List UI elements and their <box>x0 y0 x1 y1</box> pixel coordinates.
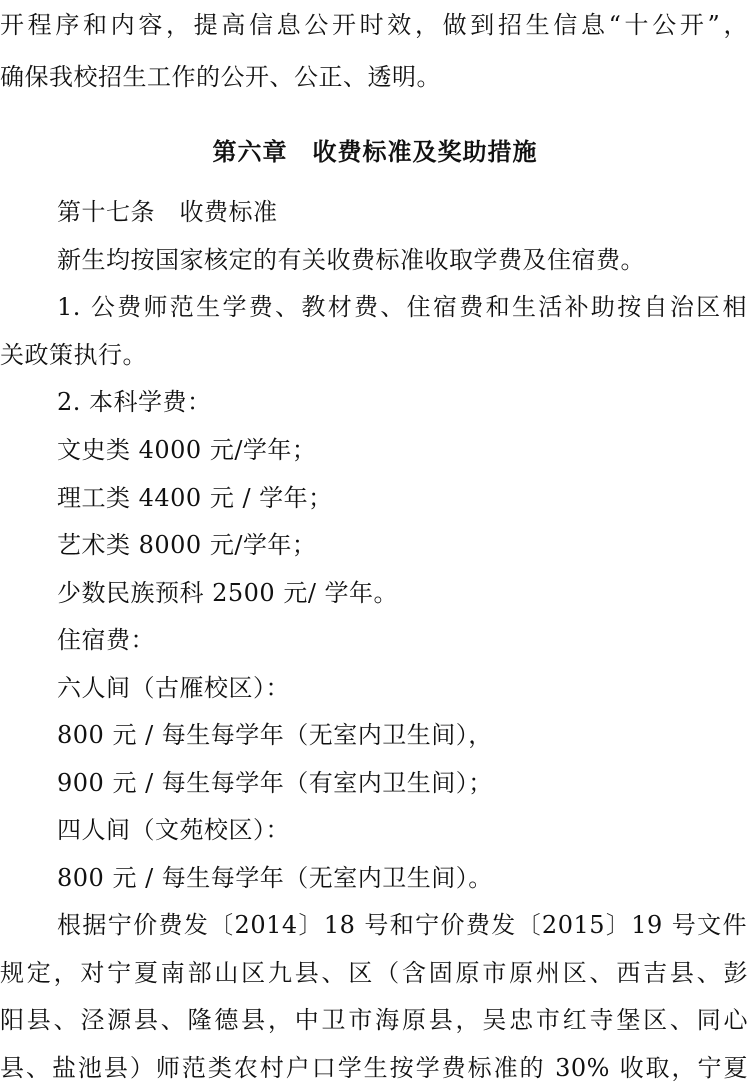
article-heading: 第十七条 收费标准 <box>57 198 278 226</box>
fee-line: 少数民族预科 2500 元/ 学年。 <box>57 579 399 607</box>
paragraph-line: 新生均按国家核定的有关收费标准收取学费及住宿费。 <box>57 246 645 274</box>
paragraph-line: 2. 本科学费： <box>57 388 212 416</box>
paragraph-line: 开程序和内容，提高信息公开时效，做到招生信息“十公开”， <box>0 11 748 39</box>
fee-line: 800 元 / 每生每学年（无室内卫生间）， <box>57 721 493 749</box>
paragraph-line: 关政策执行。 <box>0 341 147 369</box>
paragraph-line: 1. 公费师范生学费、教材费、住宿费和生活补助按自治区相 <box>57 293 747 321</box>
paragraph-line: 住宿费： <box>57 626 155 654</box>
fee-line: 理工类 4400 元 / 学年； <box>57 484 333 512</box>
paragraph-line: 确保我校招生工作的公开、公正、透明。 <box>0 63 441 91</box>
paragraph-line: 规定，对宁夏南部山区九县、区（含固原市原州区、西吉县、彭 <box>0 959 748 987</box>
fee-line: 800 元 / 每生每学年（无室内卫生间）。 <box>57 864 493 892</box>
fee-line: 艺术类 8000 元/学年； <box>57 531 317 559</box>
paragraph-line: 县、盐池县）师范类农村户口学生按学费标准的 30% 收取，宁夏 <box>0 1054 748 1082</box>
paragraph-line: 根据宁价费发〔2014〕18 号和宁价费发〔2015〕19 号文件 <box>57 911 747 939</box>
paragraph-line: 六人间（古雁校区）： <box>57 674 290 702</box>
fee-line: 文史类 4000 元/学年； <box>57 436 317 464</box>
chapter-heading: 第六章 收费标准及奖助措施 <box>212 138 538 166</box>
fee-line: 900 元 / 每生每学年（有室内卫生间）； <box>57 769 493 797</box>
paragraph-line: 四人间（文苑校区）： <box>57 816 290 844</box>
paragraph-line: 阳县、泾源县、隆德县，中卫市海原县，吴忠市红寺堡区、同心 <box>0 1006 748 1034</box>
